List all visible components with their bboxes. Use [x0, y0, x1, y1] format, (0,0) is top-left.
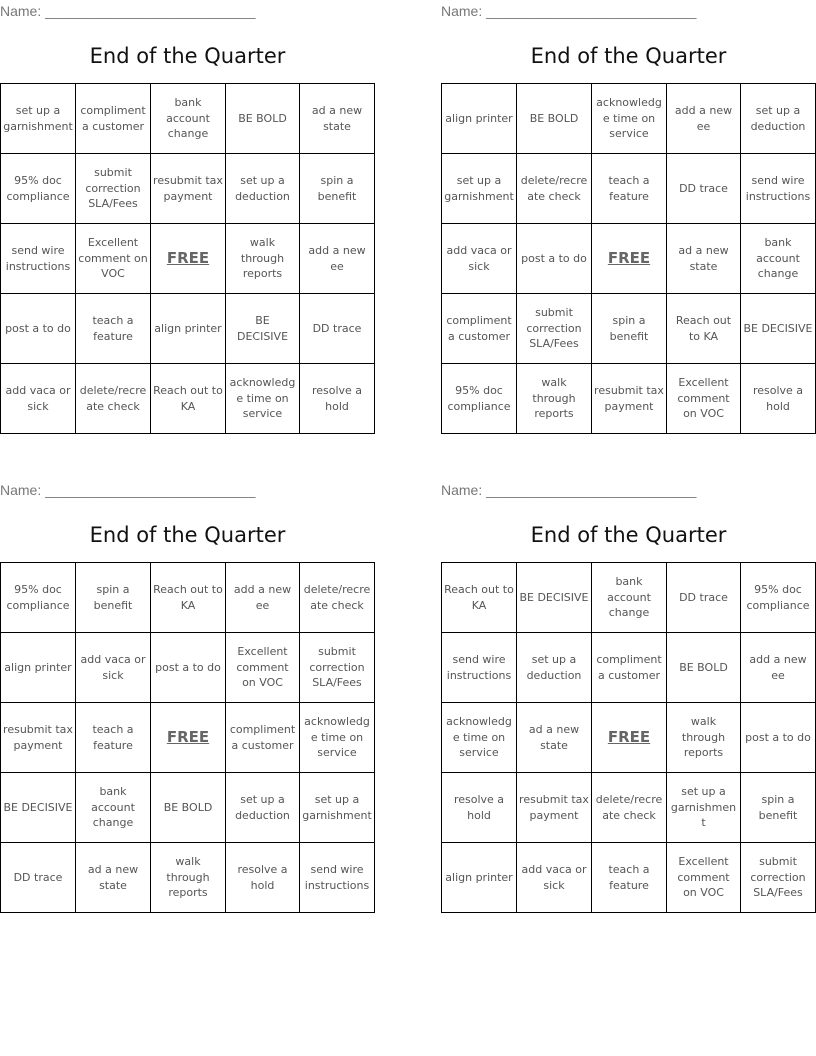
bingo-cell: post a to do [151, 633, 226, 703]
bingo-cell: ad a new state [517, 703, 592, 773]
bingo-cell: align printer [151, 294, 226, 364]
free-space-cell: FREE [151, 224, 226, 294]
bingo-cell: post a to do [1, 294, 76, 364]
bingo-cell: Excellent comment on VOC [667, 843, 741, 913]
bingo-cell: set up a garnishment [667, 773, 741, 843]
bingo-cell: Excellent comment on VOC [667, 364, 741, 434]
bingo-cell: BE DECISIVE [517, 563, 592, 633]
bingo-cell: submit correction SLA/Fees [300, 633, 375, 703]
bingo-grid [0, 562, 375, 913]
bingo-cell: BE DECISIVE [741, 294, 816, 364]
card-title: End of the Quarter [89, 523, 286, 547]
bingo-cell: add vaca or sick [517, 843, 592, 913]
bingo-cell: walk through reports [517, 364, 592, 434]
card-title: End of the Quarter [89, 44, 286, 68]
free-space-cell: FREE [592, 224, 667, 294]
bingo-cell: add vaca or sick [1, 364, 76, 434]
bingo-cell: compliment a customer [442, 294, 517, 364]
bingo-cell: Excellent comment on VOC [226, 633, 300, 703]
bingo-cell: set up a garnishment [442, 154, 517, 224]
bingo-cell: delete/recreate check [592, 773, 667, 843]
bingo-cell: ad a new state [300, 84, 375, 154]
bingo-cell: Reach out to KA [442, 563, 517, 633]
bingo-cell: resubmit tax payment [517, 773, 592, 843]
bingo-cell: ad a new state [76, 843, 151, 913]
bingo-cell: DD trace [1, 843, 76, 913]
bingo-cell: acknowledge time on service [300, 703, 375, 773]
bingo-cell: set up a deduction [517, 633, 592, 703]
bingo-cell: delete/recreate check [300, 563, 375, 633]
bingo-cell: teach a feature [592, 843, 667, 913]
bingo-cell: bank account change [151, 84, 226, 154]
bingo-cell: ad a new state [667, 224, 741, 294]
bingo-grid [441, 562, 816, 913]
bingo-cell: align printer [1, 633, 76, 703]
bingo-cell: bank account change [76, 773, 151, 843]
bingo-cell: submit correction SLA/Fees [76, 154, 151, 224]
bingo-cell: resubmit tax payment [1, 703, 76, 773]
name-field-label: Name: ___________________________ [0, 3, 256, 19]
bingo-cell: add vaca or sick [76, 633, 151, 703]
bingo-cell: walk through reports [226, 224, 300, 294]
bingo-cell: post a to do [517, 224, 592, 294]
bingo-cell: add a new ee [667, 84, 741, 154]
bingo-grid [0, 83, 375, 434]
bingo-cell: add a new ee [300, 224, 375, 294]
bingo-cell: 95% doc compliance [442, 364, 517, 434]
bingo-cell: DD trace [667, 563, 741, 633]
bingo-cell: 95% doc compliance [1, 563, 76, 633]
bingo-cell: resolve a hold [741, 364, 816, 434]
bingo-cell: acknowledge time on service [226, 364, 300, 434]
bingo-cell: resolve a hold [226, 843, 300, 913]
bingo-cell: compliment a customer [226, 703, 300, 773]
bingo-cell: DD trace [300, 294, 375, 364]
bingo-cell: send wire instructions [741, 154, 816, 224]
bingo-cell: align printer [442, 84, 517, 154]
bingo-cell: send wire instructions [300, 843, 375, 913]
card-title: End of the Quarter [530, 523, 727, 547]
bingo-cell: BE DECISIVE [1, 773, 76, 843]
bingo-cell: spin a benefit [592, 294, 667, 364]
bingo-cell: set up a deduction [226, 773, 300, 843]
bingo-cell: Reach out to KA [151, 364, 226, 434]
bingo-cell: compliment a customer [592, 633, 667, 703]
bingo-cell: set up a garnishment [300, 773, 375, 843]
bingo-cell: resubmit tax payment [592, 364, 667, 434]
name-field-label: Name: ___________________________ [441, 3, 697, 19]
card-title: End of the Quarter [530, 44, 727, 68]
bingo-cell: submit correction SLA/Fees [741, 843, 816, 913]
bingo-cell: resubmit tax payment [151, 154, 226, 224]
bingo-cell: compliment a customer [76, 84, 151, 154]
bingo-grid [441, 83, 816, 434]
bingo-cell: resolve a hold [300, 364, 375, 434]
bingo-cell: acknowledge time on service [592, 84, 667, 154]
bingo-cell: Reach out to KA [667, 294, 741, 364]
bingo-cell: resolve a hold [442, 773, 517, 843]
bingo-cell: add vaca or sick [442, 224, 517, 294]
bingo-cell: delete/recreate check [76, 364, 151, 434]
bingo-cell: Reach out to KA [151, 563, 226, 633]
bingo-cell: add a new ee [226, 563, 300, 633]
bingo-cell: align printer [442, 843, 517, 913]
free-space-cell: FREE [151, 703, 226, 773]
bingo-cell: bank account change [592, 563, 667, 633]
name-field-label: Name: ___________________________ [0, 482, 256, 498]
bingo-cell: spin a benefit [76, 563, 151, 633]
bingo-cell: teach a feature [592, 154, 667, 224]
bingo-cell: BE DECISIVE [226, 294, 300, 364]
bingo-cell: walk through reports [667, 703, 741, 773]
bingo-cell: set up a deduction [741, 84, 816, 154]
bingo-cell: post a to do [741, 703, 816, 773]
bingo-cell: BE BOLD [151, 773, 226, 843]
bingo-cell: BE BOLD [517, 84, 592, 154]
bingo-cell: BE BOLD [226, 84, 300, 154]
bingo-cell: set up a garnishment [1, 84, 76, 154]
bingo-cell: DD trace [667, 154, 741, 224]
bingo-cell: spin a benefit [300, 154, 375, 224]
bingo-cell: 95% doc compliance [741, 563, 816, 633]
free-space-cell: FREE [592, 703, 667, 773]
bingo-cell: set up a deduction [226, 154, 300, 224]
bingo-cell: 95% doc compliance [1, 154, 76, 224]
bingo-cell: submit correction SLA/Fees [517, 294, 592, 364]
bingo-cell: walk through reports [151, 843, 226, 913]
bingo-cell: bank account change [741, 224, 816, 294]
bingo-cell: spin a benefit [741, 773, 816, 843]
bingo-cell: teach a feature [76, 294, 151, 364]
bingo-cell: add a new ee [741, 633, 816, 703]
bingo-cell: BE BOLD [667, 633, 741, 703]
bingo-cell: teach a feature [76, 703, 151, 773]
bingo-cell: acknowledge time on service [442, 703, 517, 773]
bingo-cell: send wire instructions [442, 633, 517, 703]
bingo-cell: Excellent comment on VOC [76, 224, 151, 294]
bingo-cell: delete/recreate check [517, 154, 592, 224]
bingo-cell: send wire instructions [1, 224, 76, 294]
name-field-label: Name: ___________________________ [441, 482, 697, 498]
